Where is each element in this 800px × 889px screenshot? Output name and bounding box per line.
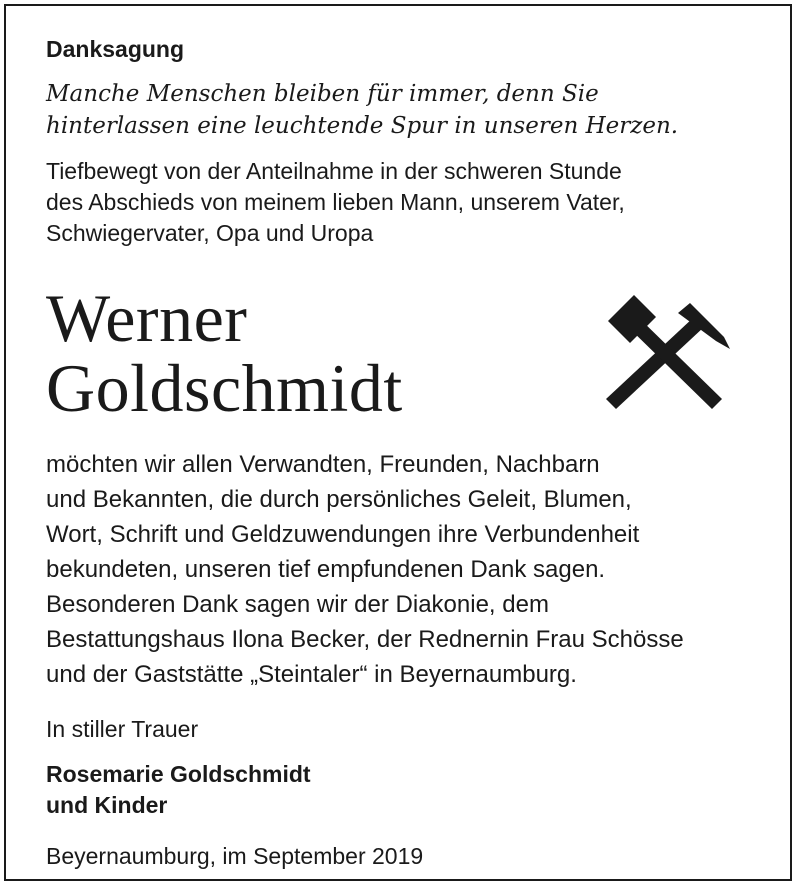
- deceased-last-name: Goldschmidt: [46, 350, 403, 426]
- intro-line: des Abschieds von meinem lieben Mann, unserem Vater,: [46, 189, 625, 215]
- notice-content: [46, 34, 766, 872]
- thanks-line: Bestattungshaus Ilona Becker, der Rednernin Frau Schösse: [46, 626, 684, 653]
- thanks-line: möchten wir allen Verwandten, Freunden, Nachbarn: [46, 451, 600, 478]
- signature-line: und Kinder: [46, 792, 168, 818]
- notice-heading: Danksagung: [46, 36, 185, 62]
- intro-paragraph: [46, 156, 766, 249]
- thanks-line: und der Gaststätte „Steintaler“ in Beyernaumburg.: [46, 661, 577, 688]
- place-date: Beyernaumburg, im September 2019: [46, 843, 424, 869]
- intro-line: Schwiegervater, Opa und Uropa: [46, 220, 374, 246]
- motto-line: hinterlassen eine leuchtende Spur in unseren Herzen.: [46, 113, 679, 139]
- signature-block: [46, 759, 766, 821]
- intro-line: Tiefbewegt von der Anteilnahme in der schweren Stunde: [46, 158, 622, 184]
- thanks-line: und Bekannten, die durch persönliches Geleit, Blumen,: [46, 486, 632, 513]
- motto-line: Manche Menschen bleiben für immer, denn Sie: [46, 81, 599, 107]
- deceased-first-name: Werner: [46, 280, 248, 356]
- signature-line: Rosemarie Goldschmidt: [46, 761, 311, 787]
- thanks-line: Besonderen Dank sagen wir der Diakonie, dem: [46, 591, 549, 618]
- thanks-paragraph: [46, 447, 766, 692]
- hammer-and-pick-icon: [594, 291, 734, 415]
- motto-quote: [46, 78, 766, 142]
- deceased-name-block: [46, 280, 766, 435]
- thanks-line: bekundeten, unseren tief empfundenen Dank sagen.: [46, 556, 606, 583]
- thanks-line: Wort, Schrift und Geldzuwendungen ihre Verbundenheit: [46, 521, 640, 548]
- mourning-line: In stiller Trauer: [46, 716, 199, 742]
- notice-frame: [4, 4, 792, 881]
